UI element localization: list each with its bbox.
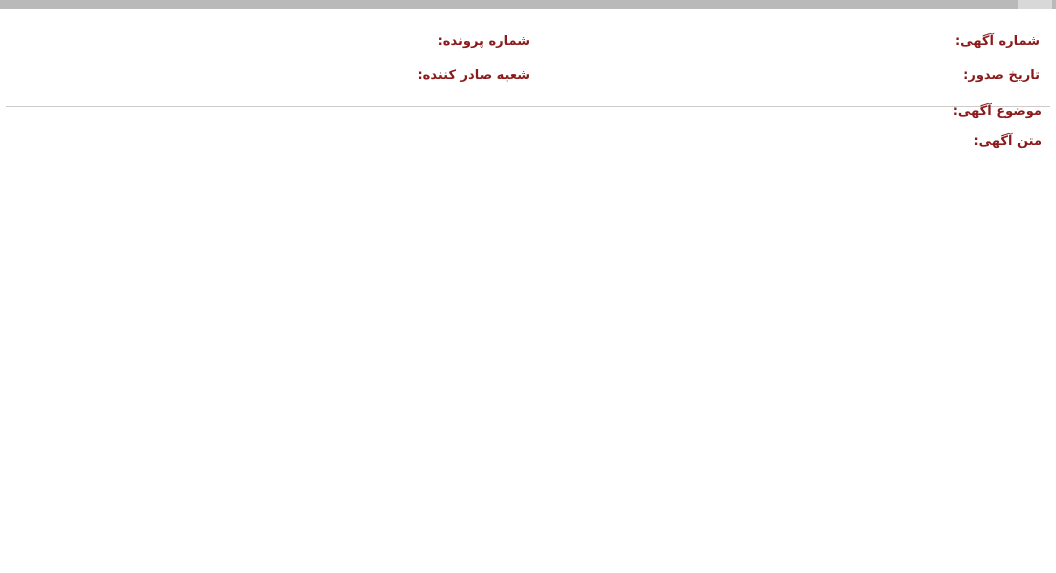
issuer-row <box>409 68 530 83</box>
issue-date-label: تاریخ صدور: <box>963 68 1040 83</box>
header-block <box>6 14 1050 107</box>
file-number-row <box>430 34 530 49</box>
watermark <box>520 110 720 260</box>
notice-number-row <box>947 34 1040 49</box>
body-label: متن آگهی: <box>973 134 1042 149</box>
header-tab <box>1018 0 1052 9</box>
file-number-label: شماره پرونده: <box>437 34 530 49</box>
issuer-label: شعبه صادر کننده: <box>417 68 530 83</box>
subject-row <box>947 104 1042 119</box>
subject-label: موضوع آگهی: <box>952 104 1042 119</box>
top-band <box>0 0 1056 9</box>
issue-date-row <box>955 68 1040 83</box>
notice-number-label: شماره آگهی: <box>954 34 1040 49</box>
